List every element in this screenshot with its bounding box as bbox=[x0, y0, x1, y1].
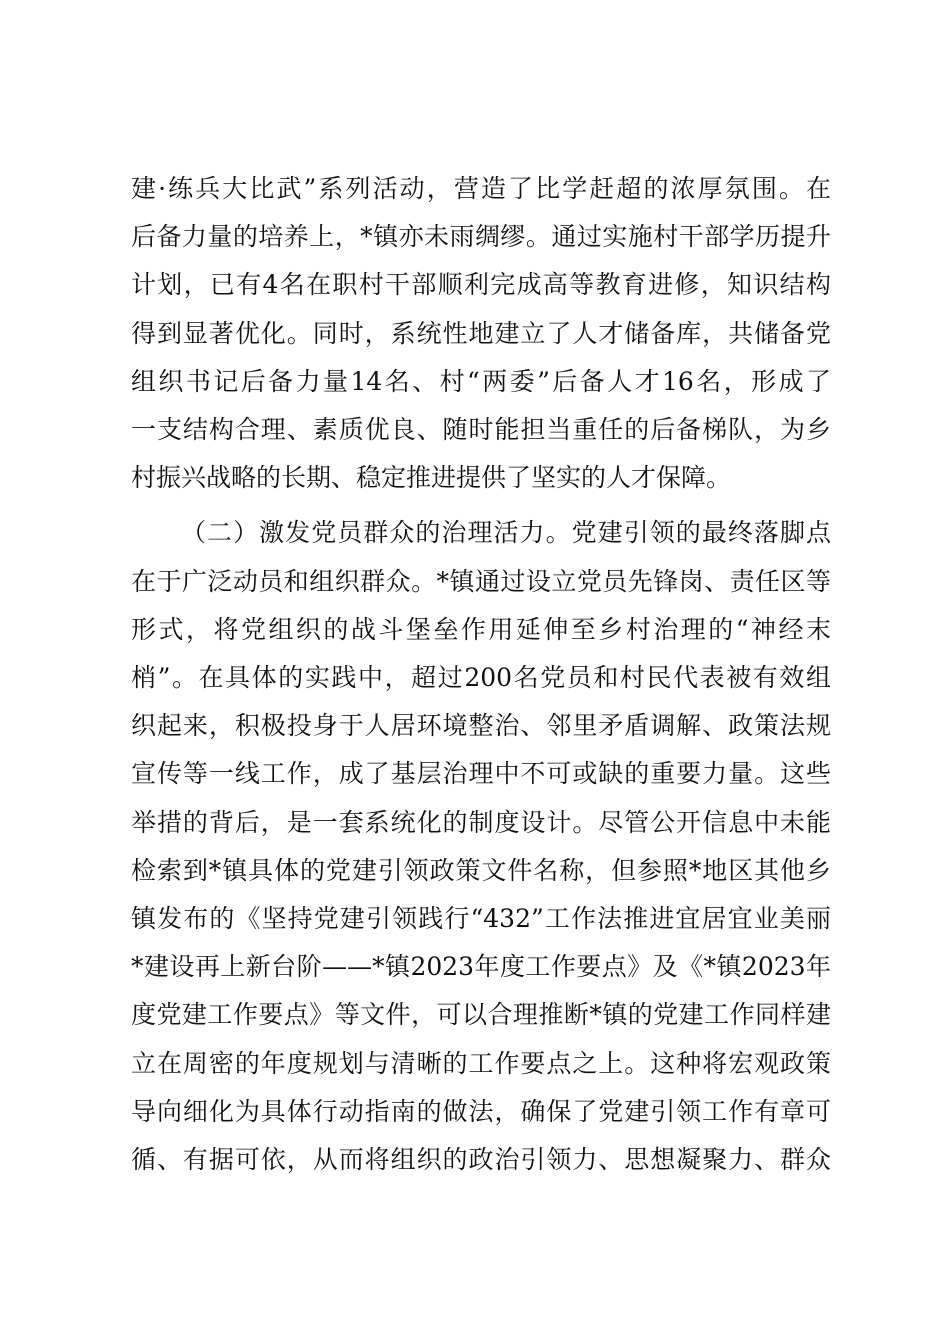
paragraph-2-line-10: *建设再上新台阶——*镇2023年度工作要点》及《*镇2023年 bbox=[131, 952, 831, 982]
paragraph-1-line-7: 村振兴战略的长期、稳定推进提供了坚实的人才保障。 bbox=[131, 463, 732, 493]
paragraph-2-line-12: 立在周密的年度规划与清晰的工作要点之上。这种将宏观政策 bbox=[131, 1048, 831, 1078]
paragraph-2-line-7: 举措的背后，是一套系统化的制度设计。尽管公开信息中未能 bbox=[131, 807, 831, 837]
paragraph-2-line-11: 度党建工作要点》等文件，可以合理推断*镇的党建工作同样建 bbox=[131, 1000, 831, 1030]
paragraph-2-line-8: 检索到*镇具体的党建引领政策文件名称，但参照*地区其他乡 bbox=[131, 855, 831, 885]
paragraph-2-line-2: 在于广泛动员和组织群众。*镇通过设立党员先锋岗、责任区等 bbox=[131, 566, 831, 596]
paragraph-2-line-6: 宣传等一线工作，成了基层治理中不可或缺的重要力量。这些 bbox=[131, 759, 831, 789]
paragraph-2-line-1: （二）激发党员群众的治理活力。党建引领的最终落脚点 bbox=[181, 518, 831, 548]
body-text bbox=[131, 165, 831, 1184]
paragraph-2-line-14: 循、有据可依，从而将组织的政治引领力、思想凝聚力、群众 bbox=[131, 1145, 831, 1175]
paragraph-1-line-2: 后备力量的培养上，*镇亦未雨绸缪。通过实施村干部学历提升 bbox=[131, 222, 831, 252]
paragraph-1-line-5: 组织书记后备力量14名、村“两委”后备人才16名，形成了 bbox=[131, 366, 831, 396]
paragraph-2-line-4: 梢”。在具体的实践中，超过200名党员和村民代表被有效组 bbox=[131, 663, 831, 693]
paragraph-1-line-6: 一支结构合理、素质优良、随时能担当重任的后备梯队，为乡 bbox=[131, 415, 831, 445]
paragraph-2-line-9: 镇发布的《坚持党建引领践行“432”工作法推进宜居宜业美丽 bbox=[131, 904, 831, 934]
paragraph-2-line-13: 导向细化为具体行动指南的做法，确保了党建引领工作有章可 bbox=[131, 1096, 831, 1126]
paragraph-gap bbox=[131, 502, 831, 509]
paragraph-1-line-4: 得到显著优化。同时，系统性地建立了人才储备库，共储备党 bbox=[131, 318, 831, 348]
paragraph-2-line-3: 形式，将党组织的战斗堡垒作用延伸至乡村治理的“神经末 bbox=[131, 614, 831, 644]
paragraph-1-line-3: 计划，已有4名在职村干部顺利完成高等教育进修，知识结构 bbox=[131, 270, 831, 300]
paragraph-2-line-5: 织起来，积极投身于人居环境整治、邻里矛盾调解、政策法规 bbox=[131, 711, 831, 741]
paragraph-1-line-1: 建·练兵大比武”系列活动，营造了比学赶超的浓厚氛围。在 bbox=[131, 174, 831, 203]
